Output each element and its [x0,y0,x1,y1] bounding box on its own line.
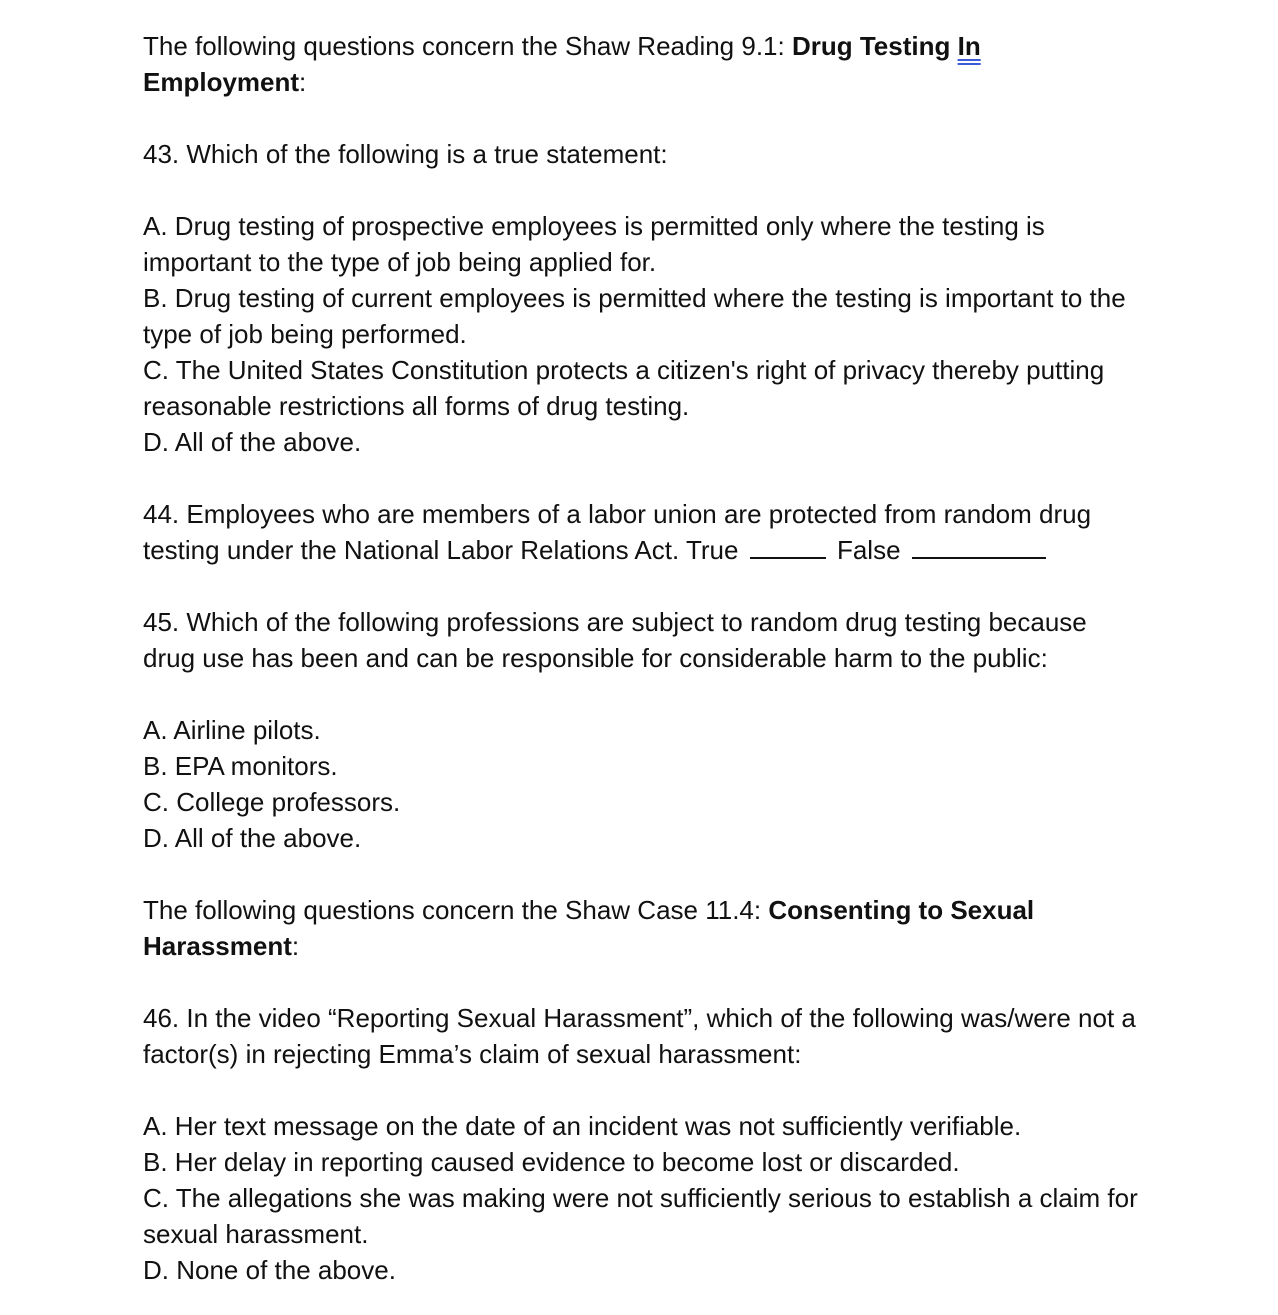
question-44-stem: 44. Employees who are members of a labor union are protected from random drug testing under the National Labor Relations Act. True [143,499,1092,565]
false-answer-blank[interactable] [912,533,1046,559]
section-2-colon: : [291,931,300,961]
question-46-option-a: A. Her text message on the date of an incident was not sufficiently verifiable. [143,1111,1022,1141]
question-46-stem: 46. In the video “Reporting Sexual Harassment”, which of the following was/were not a factor(s) in rejecting Emma’s claim of sexual harassment: [143,1003,1136,1069]
section-1-colon: : [299,67,307,97]
section-1-intro: The following questions concern the Shaw Reading 9.1: [143,31,792,61]
question-46-option-c: C. The allegations she was making were not sufficiently serious to establish a claim for sexual harassment. [143,1183,1138,1249]
question-45-stem: 45. Which of the following professions are subject to random drug testing because drug use has been and can be responsible for considerable harm to the public: [143,607,1087,673]
section-2-heading [143,892,1143,964]
question-43-option-a: A. Drug testing of prospective employees is permitted only where the testing is important to the type of job being applied for. [143,211,1045,277]
question-43-option-c: C. The United States Constitution protects a citizen's right of privacy thereby putting reasonable restrictions all forms of drug testing. [143,355,1105,421]
false-label: False [836,535,901,565]
question-45-option-a: A. Airline pilots. [143,715,321,745]
section-2-title: Consenting to Sexual Harassment [143,895,1035,961]
question-45-option-c: C. College professors. [143,787,401,817]
true-answer-blank[interactable] [750,533,826,559]
question-43-option-d: D. All of the above. [143,427,362,457]
section-1-heading [143,28,1143,100]
question-46-option-d: D. None of the above. [143,1255,396,1285]
question-45-option-b: B. EPA monitors. [143,751,338,781]
section-1-title-in: In [957,31,981,61]
section-1-title-b: Employment [143,67,300,97]
question-43-option-b: B. Drug testing of current employees is permitted where the testing is important to the type of job being performed. [143,283,1126,349]
question-46-option-b: B. Her delay in reporting caused evidence to become lost or discarded. [143,1147,960,1177]
question-43-stem: 43. Which of the following is a true statement: [143,139,668,169]
section-1-title-a: Drug Testing [791,31,958,61]
question-45-option-d: D. All of the above. [143,823,362,853]
question-44 [143,496,1143,568]
document-page [143,28,1143,1288]
section-2-intro: The following questions concern the Shaw Case 11.4: [143,895,769,925]
